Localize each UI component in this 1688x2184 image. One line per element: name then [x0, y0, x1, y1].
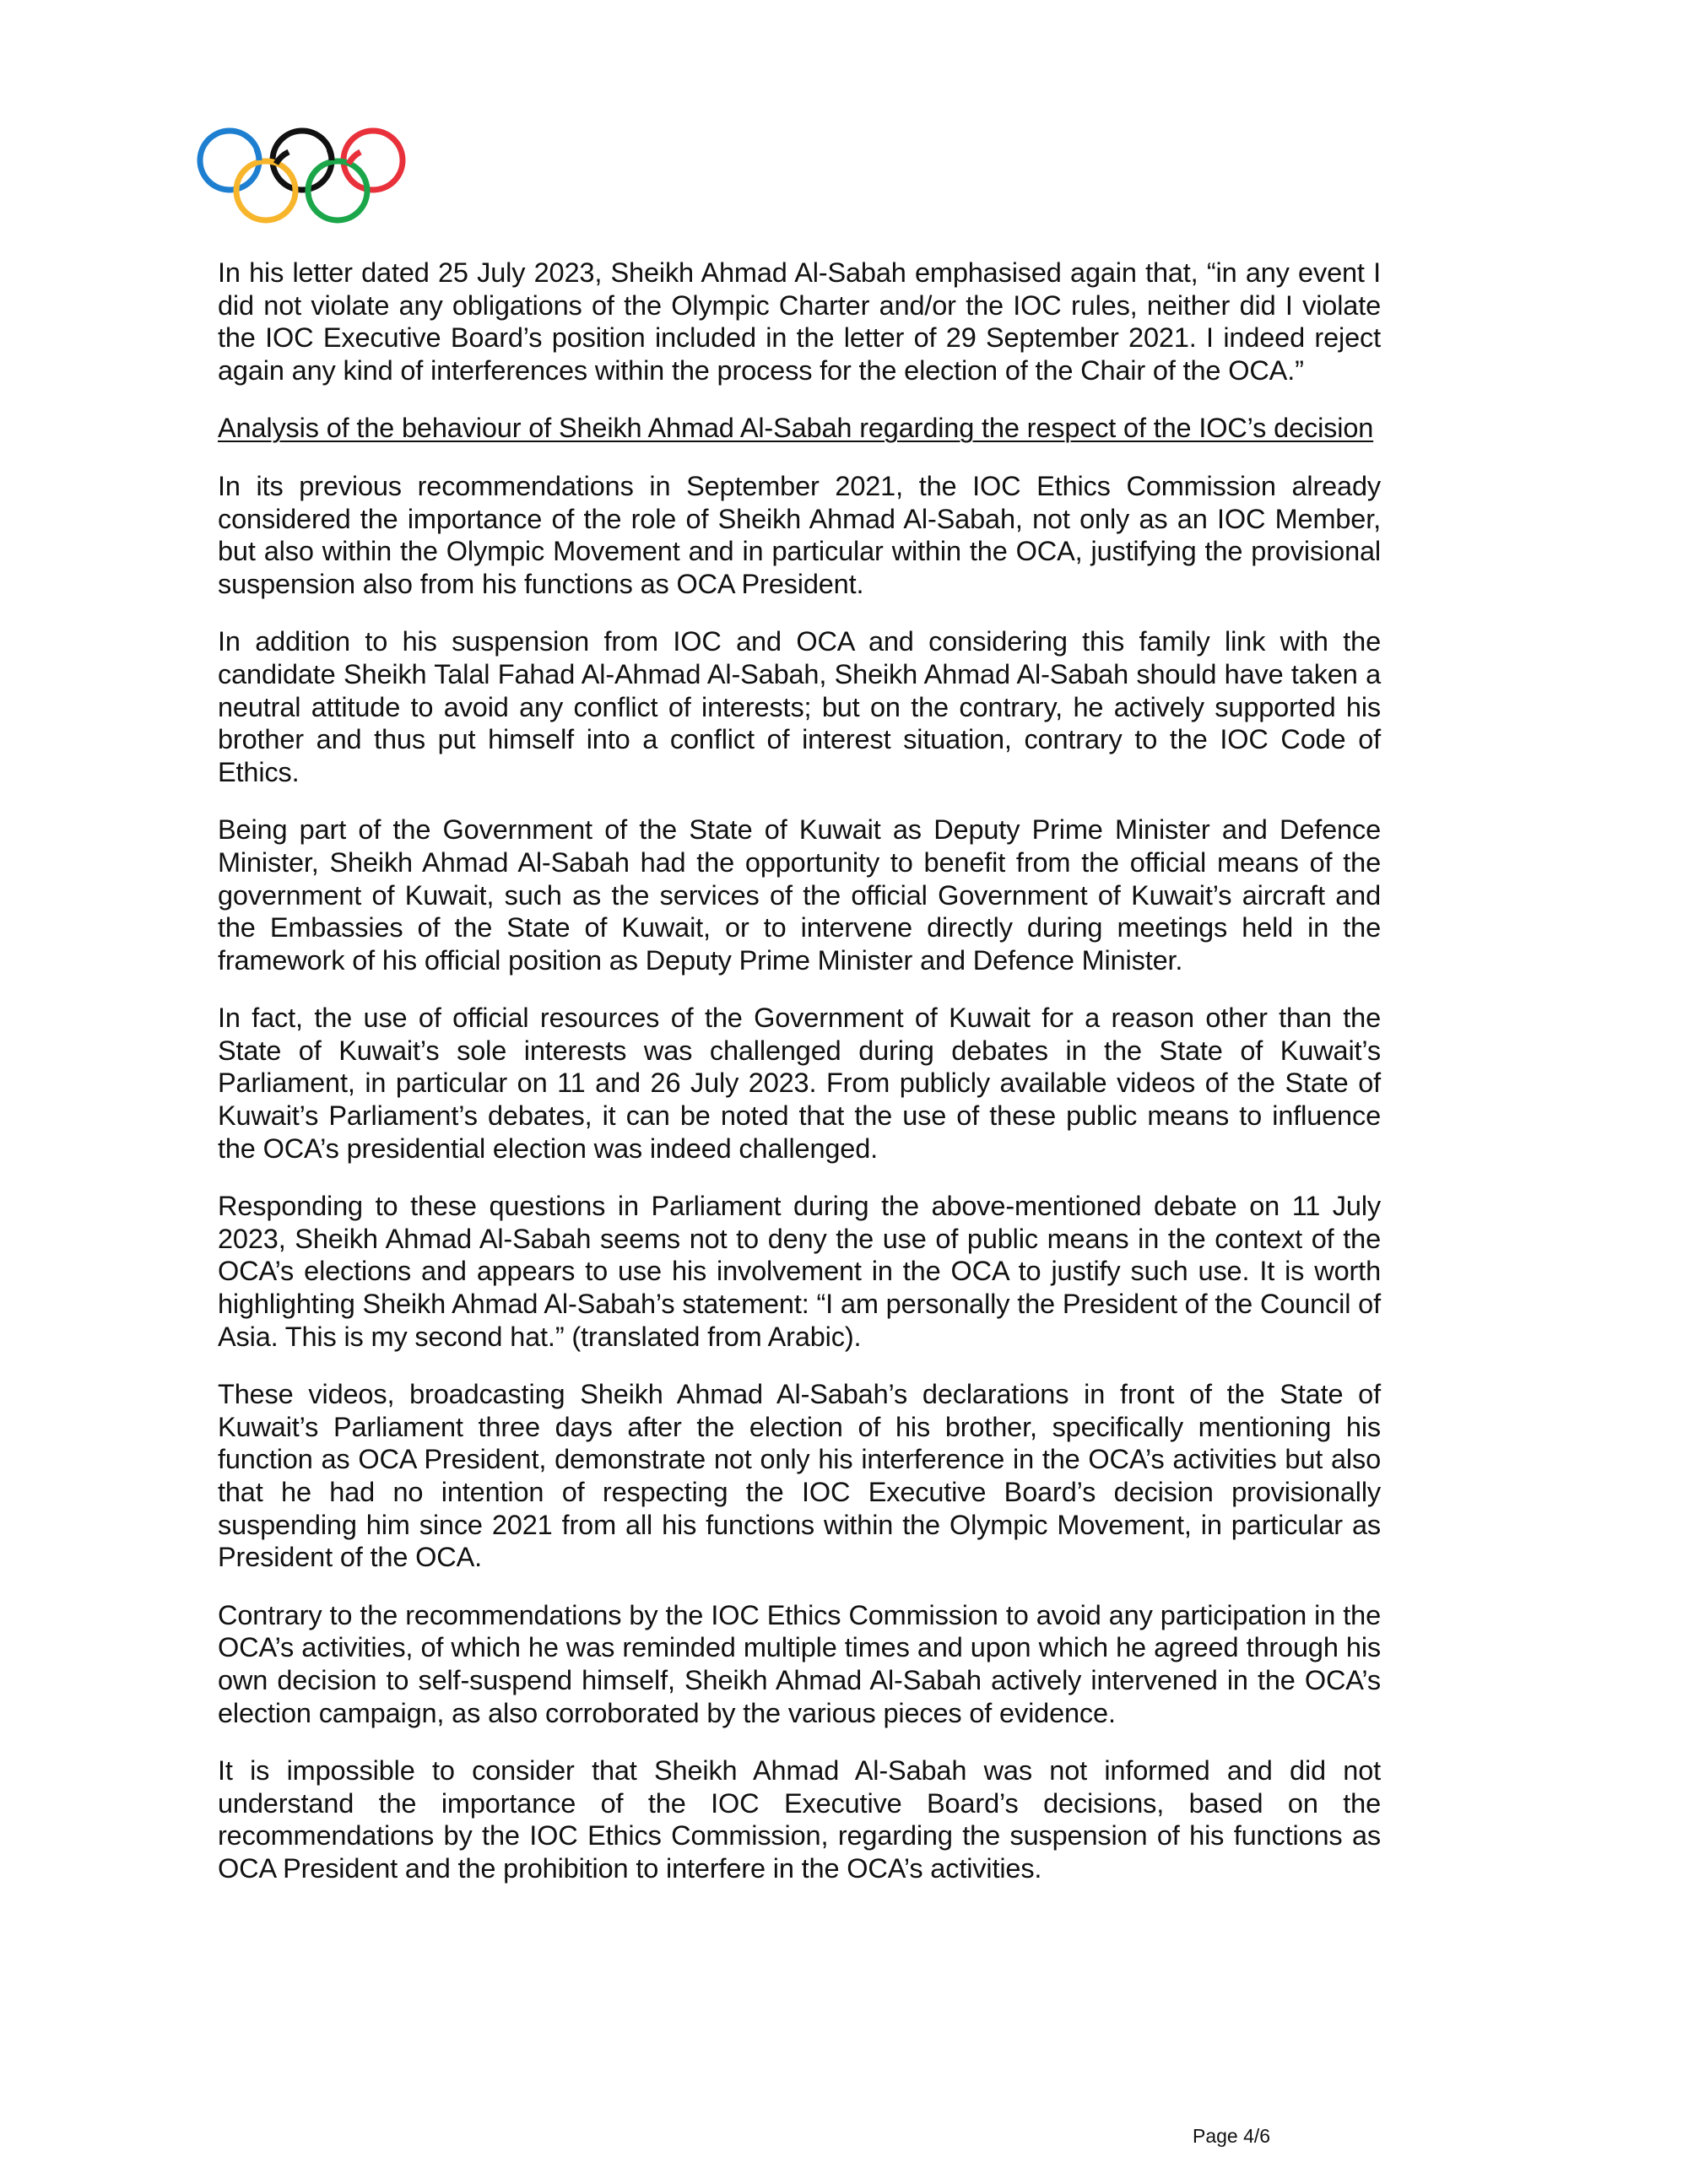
olympic-rings-icon [196, 127, 407, 224]
paragraph-parliament-debates: In fact, the use of official resources of the Government of Kuwait for a reason other than the State of Kuwait’s sole interests was challenged during debates in the State of Kuwait’s Parliament, in particular on 11 and 26 July 2023. From publicly available videos of the State of Kuwait’s Parliament’s debates, it can be noted that the use of these public means to influence the OCA’s presidential election was indeed challenged. [218, 1003, 1381, 1164]
section-heading: Analysis of the behaviour of Sheikh Ahmad Al-Sabah regarding the respect of the IOC’s decision [218, 413, 1374, 444]
paragraph-videos: These videos, broadcasting Sheikh Ahmad Al-Sabah’s declarations in front of the State of Kuwait’s Parliament three days after the election of his brother, specifically mentioning his function as OCA President, demonstrate not only his interference in the OCA’s activities but also that he had no intention of respecting the IOC Executive Board’s decision provisionally suspending him since 2021 from all his functions within the Olympic Movement, in particular as President of the OCA. [218, 1379, 1381, 1573]
document-body [218, 257, 1381, 1911]
page-number: Page 4/6 [1193, 2125, 1271, 2147]
paragraph-government-means: Being part of the Government of the State of Kuwait as Deputy Prime Minister and Defence Minister, Sheikh Ahmad Al-Sabah had the opportunity to benefit from the official means of the government of Kuwait, such as the services of the official Government of Kuwait’s aircraft and the Embassies of the State of Kuwait, or to intervene directly during meetings held in the framework of his official position as Deputy Prime Minister and Defence Minister. [218, 814, 1381, 976]
paragraph-previous-recommendations: In its previous recommendations in September 2021, the IOC Ethics Commission already considered the importance of the role of Sheikh Ahmad Al-Sabah, not only as an IOC Member, but also within the Olympic Movement and in particular within the OCA, justifying the provisional suspension also from his functions as OCA President. [218, 470, 1381, 599]
paragraph-conclusion: It is impossible to consider that Sheikh Ahmad Al-Sabah was not informed and did not understand the importance of the IOC Executive Board’s decisions, based on the recommendations by the IOC Ethics Commission, regarding the suspension of his functions as OCA President and the prohibition to interfere in the OCA’s activities. [218, 1755, 1381, 1884]
paragraph-response-parliament: Responding to these questions in Parliament during the above-mentioned debate on 11 July 2023, Sheikh Ahmad Al-Sabah seems not to deny the use of public means in the context of the OCA’s elections and appears to use his involvement in the OCA to justify such use. It is worth highlighting Sheikh Ahmad Al-Sabah’s statement: “I am personally the President of the Council of Asia. This is my second hat.” (translated from Arabic). [218, 1191, 1381, 1352]
paragraph-letter-quote: In his letter dated 25 July 2023, Sheikh Ahmad Al-Sabah emphasised again that, “in any event I did not violate any obligations of the Olympic Charter and/or the IOC rules, neither did I violate the IOC Executive Board’s position included in the letter of 29 September 2021. I indeed reject again any kind of interferences within the process for the election of the Chair of the OCA.” [218, 257, 1381, 386]
paragraph-contrary-recommendations: Contrary to the recommendations by the IOC Ethics Commission to avoid any participation in the OCA’s activities, of which he was reminded multiple times and upon which he agreed through his own decision to self-suspend himself, Sheikh Ahmad Al-Sabah actively intervened in the OCA’s election campaign, as also corroborated by the various pieces of evidence. [218, 1599, 1381, 1728]
olympic-rings-logo [196, 127, 407, 224]
paragraph-conflict-of-interest: In addition to his suspension from IOC and OCA and considering this family link with the candidate Sheikh Talal Fahad Al-Ahmad Al-Sabah, Sheikh Ahmad Al-Sabah should have taken a neutral attitude to avoid any conflict of interests; but on the contrary, he actively supported his brother and thus put himself into a conflict of interest situation, contrary to the IOC Code of Ethics. [218, 626, 1381, 787]
